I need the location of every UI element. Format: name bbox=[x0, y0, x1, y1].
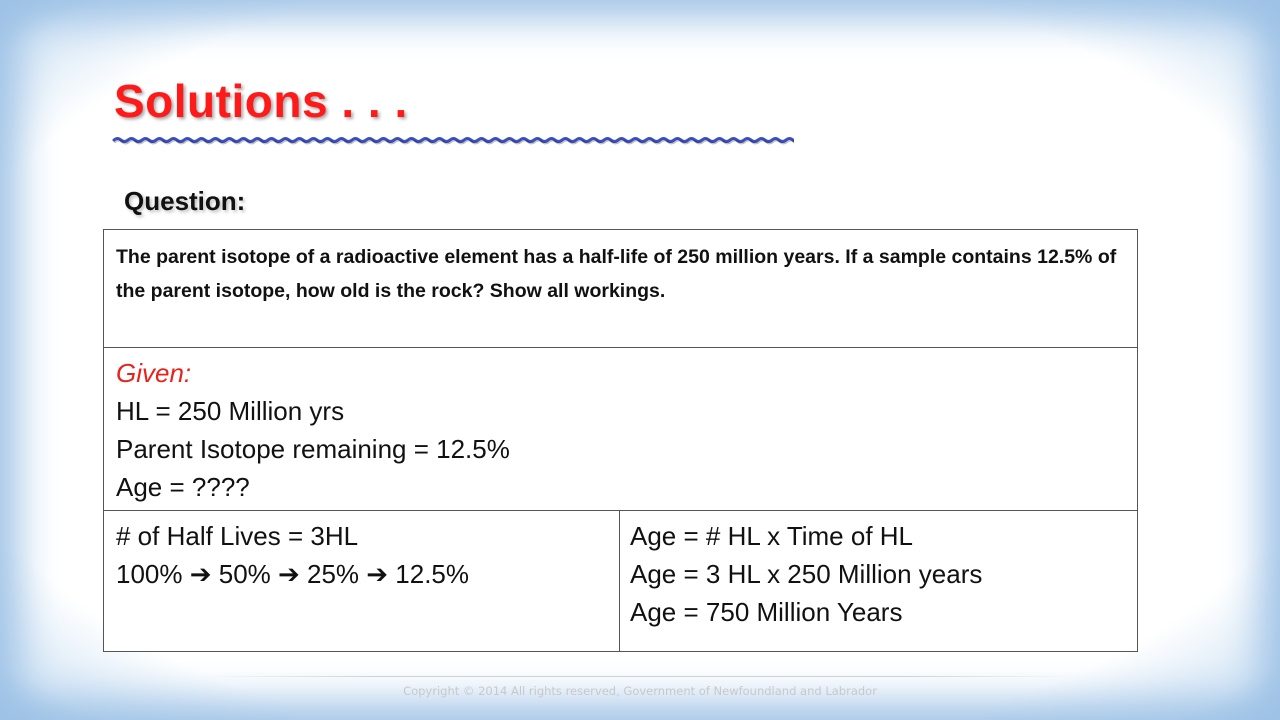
given-line-age: Age = ???? bbox=[116, 472, 250, 502]
question-text: The parent isotope of a radioactive element has a half-life of 250 million years. If a sample contains 12.5% of the parent isotope, how old is the rock? Show all workings. bbox=[116, 246, 1117, 302]
age-substitution: Age = 3 HL x 250 Million years bbox=[630, 559, 983, 589]
question-cell bbox=[104, 230, 1137, 348]
question-label: Question: bbox=[124, 186, 246, 216]
half-lives-cell bbox=[104, 511, 620, 651]
footer-divider bbox=[205, 676, 1075, 677]
given-line-half-life: HL = 250 Million yrs bbox=[116, 396, 345, 426]
copyright-notice: Copyright © 2014 All rights reserved, Government of Newfoundland and Labrador bbox=[403, 684, 877, 698]
half-lives-count: # of Half Lives = 3HL bbox=[116, 521, 359, 551]
slide-title: Solutions . . . bbox=[114, 75, 408, 127]
solution-table bbox=[103, 229, 1138, 652]
given-line-parent-remaining: Parent Isotope remaining = 12.5% bbox=[116, 434, 510, 464]
age-calculation-cell bbox=[620, 511, 1137, 651]
age-formula: Age = # HL x Time of HL bbox=[630, 521, 914, 551]
given-heading: Given: bbox=[116, 358, 192, 388]
age-result: Age = 750 Million Years bbox=[630, 597, 903, 627]
half-lives-sequence: 100% ➔ 50% ➔ 25% ➔ 12.5% bbox=[116, 559, 469, 589]
wavy-underline bbox=[112, 132, 794, 148]
given-cell bbox=[104, 348, 1137, 511]
